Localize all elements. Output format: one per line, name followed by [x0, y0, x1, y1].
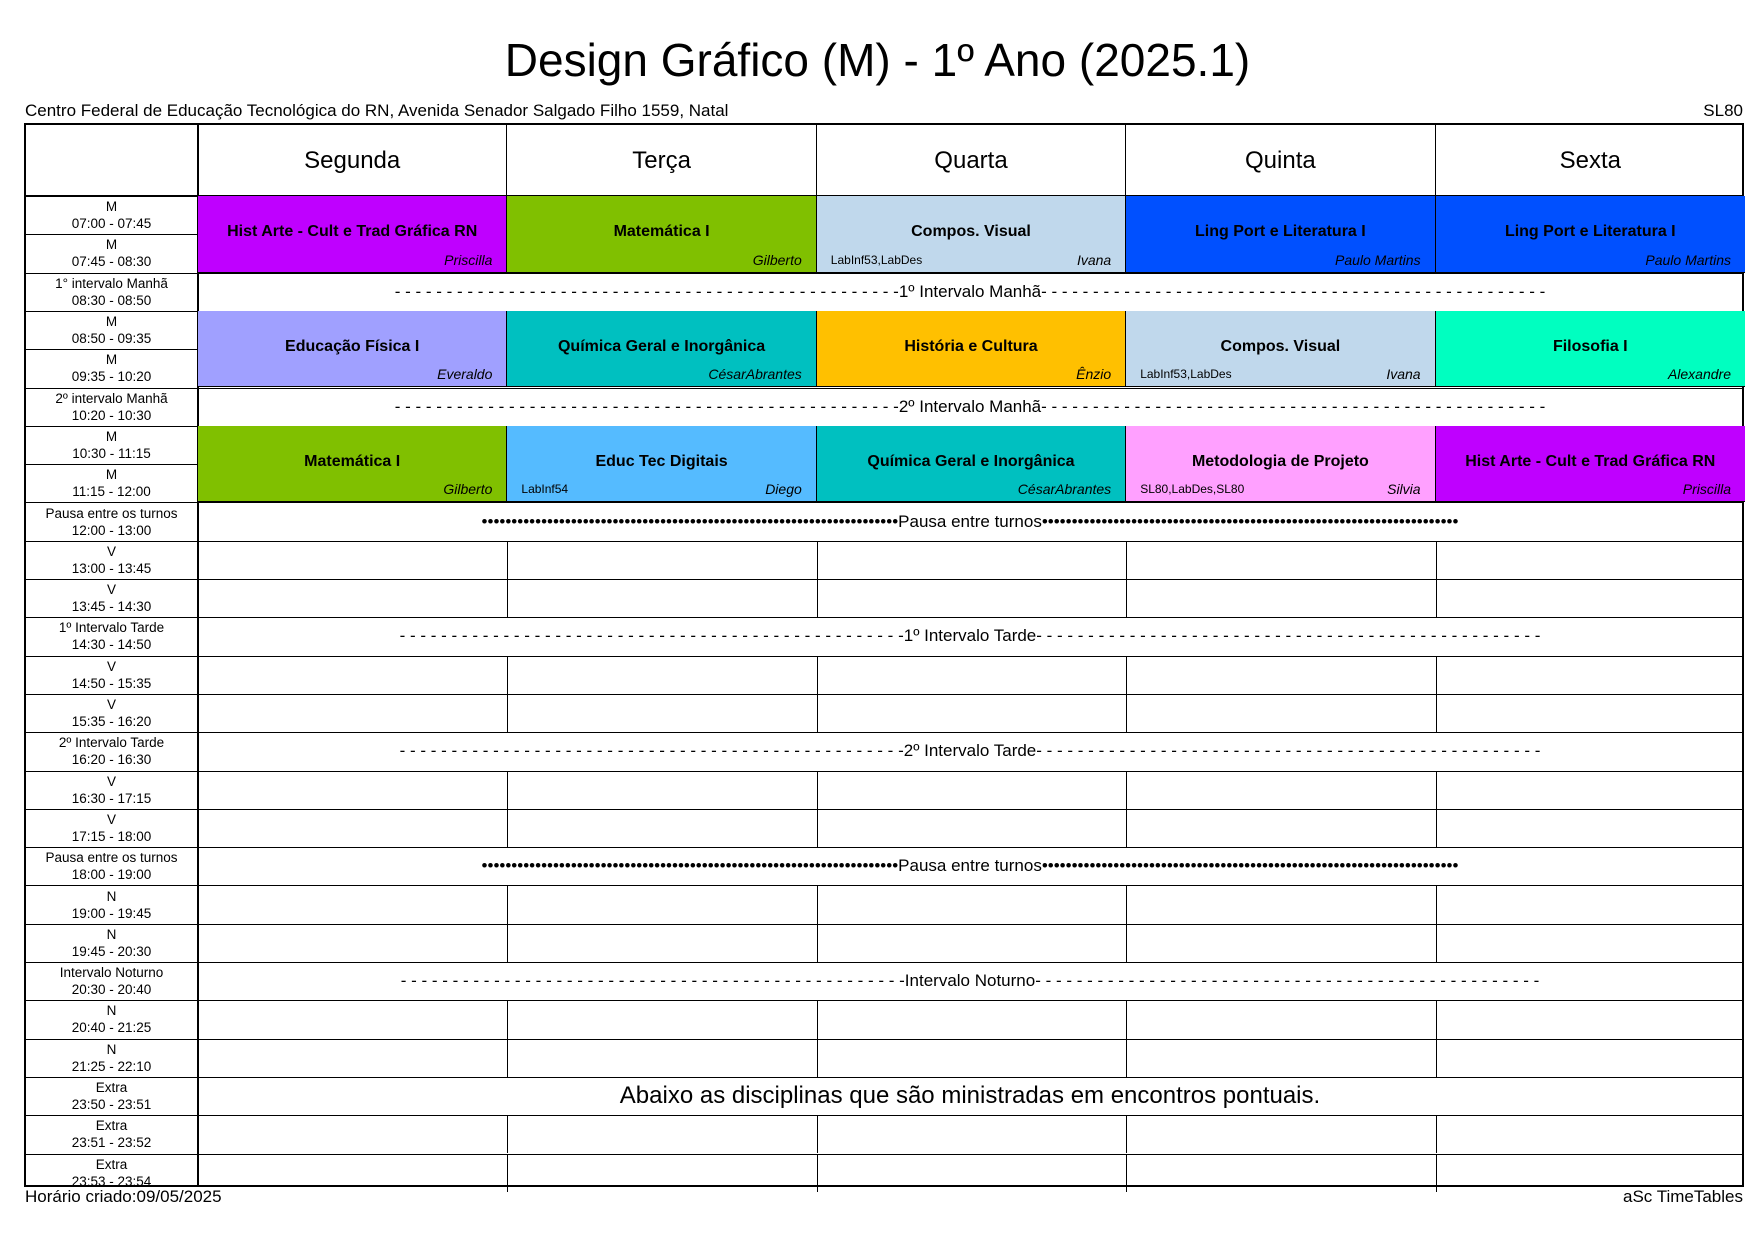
- period-name: M: [105, 352, 118, 368]
- lesson-subject: Compos. Visual: [911, 223, 1031, 240]
- period-time: 19:45 - 20:30: [71, 943, 152, 959]
- band-fill-right: - - - - - - - - - - - - - - - - - - - - - - - - - - - - - - - - - - - - - - - - - - - - - - - - -: [1041, 396, 1546, 416]
- day-divider: [507, 579, 508, 617]
- period-label: [26, 694, 197, 732]
- lesson-subject: Compos. Visual: [1220, 337, 1341, 355]
- day-divider: [507, 1000, 508, 1038]
- day-divider: [507, 1115, 508, 1153]
- period-name: M: [105, 237, 118, 253]
- lesson-teacher: Paulo Martins: [1645, 251, 1731, 268]
- lesson-cell[interactable]: [1436, 311, 1745, 388]
- day-divider: [1436, 1115, 1437, 1153]
- period-time: 23:53 - 23:54: [71, 1173, 152, 1189]
- period-name: M: [105, 314, 118, 330]
- band-fill-right: ••••••••••••••••••••••••••••••••••••••••••••••••••••••••••••••••••••••: [1041, 856, 1459, 876]
- day-divider: [507, 771, 508, 809]
- day-divider: [1436, 656, 1437, 694]
- day-divider: [1126, 1000, 1127, 1038]
- lesson-teacher: Priscilla: [1682, 481, 1731, 498]
- day-divider: [1126, 1154, 1127, 1192]
- break-label: Abaixo as disciplinas que são ministradas em encontros pontuais.: [619, 1082, 1321, 1110]
- day-divider: [1436, 579, 1437, 617]
- period-label: [26, 464, 197, 502]
- lesson-teacher: CésarAbrantes: [708, 366, 802, 383]
- break-band: [198, 273, 1742, 311]
- day-header-2: Quarta: [817, 125, 1126, 196]
- lesson-teacher: Ivana: [1386, 366, 1421, 383]
- period-label: [26, 1000, 197, 1038]
- period-time: 17:15 - 18:00: [71, 828, 152, 844]
- day-divider: [1436, 809, 1437, 847]
- row-divider: [26, 579, 1742, 580]
- lesson-cell[interactable]: [507, 311, 816, 388]
- period-time: 07:45 - 08:30: [71, 254, 152, 270]
- day-header-4: Sexta: [1559, 146, 1621, 174]
- lesson-subject: Matemática I: [613, 223, 710, 240]
- band-fill-left: ••••••••••••••••••••••••••••••••••••••••••••••••••••••••••••••••••••••: [481, 511, 899, 531]
- lesson-cell[interactable]: [198, 311, 507, 388]
- period-name: N: [106, 888, 117, 904]
- lesson-teacher: Gilberto: [443, 481, 493, 498]
- lesson-room: LabInf54: [521, 482, 569, 497]
- period-label: [26, 311, 197, 349]
- lesson-subject: Metodologia de Projeto: [1191, 452, 1369, 470]
- created-date: Horário criado:09/05/2025: [25, 1187, 222, 1206]
- period-label: [26, 349, 197, 387]
- period-time: 12:00 - 13:00: [71, 522, 152, 538]
- break-label: Intervalo Noturno: [904, 971, 1036, 991]
- lesson-teacher: Silvia: [1387, 481, 1421, 498]
- row-divider: [26, 1039, 1742, 1040]
- period-label: [26, 426, 197, 464]
- period-name: N: [106, 1041, 117, 1057]
- period-time: 10:20 - 10:30: [71, 407, 152, 423]
- period-name: M: [105, 199, 118, 215]
- day-divider: [817, 656, 818, 694]
- lesson-teacher: Everaldo: [437, 366, 493, 383]
- row-divider: [26, 1154, 1742, 1155]
- day-divider: [1126, 656, 1127, 694]
- lesson-cell[interactable]: [1436, 426, 1745, 503]
- lesson-teacher: Gilberto: [752, 251, 802, 268]
- row-divider: [26, 656, 1742, 657]
- lesson-subject: Química Geral e Inorgânica: [867, 452, 1075, 470]
- period-time: 13:00 - 13:45: [71, 560, 152, 576]
- day-divider: [1126, 809, 1127, 847]
- day-divider: [507, 885, 508, 923]
- period-time: 14:50 - 15:35: [71, 675, 152, 691]
- band-fill-left: - - - - - - - - - - - - - - - - - - - - - - - - - - - - - - - - - - - - - - - - - - - - - - - - -: [400, 971, 905, 991]
- lesson-teacher: CésarAbrantes: [1017, 481, 1112, 498]
- day-divider: [1126, 924, 1127, 962]
- break-label: 2º Intervalo Manhã: [898, 396, 1042, 416]
- band-fill-right: - - - - - - - - - - - - - - - - - - - - - - - - - - - - - - - - - - - - - - - - - - - - - - - - -: [1036, 626, 1541, 646]
- period-time: 08:30 - 08:50: [71, 292, 152, 308]
- period-time: 16:30 - 17:15: [71, 790, 152, 806]
- day-divider: [1436, 885, 1437, 923]
- break-band: [198, 732, 1742, 770]
- day-divider: [1126, 694, 1127, 732]
- period-time: 23:51 - 23:52: [71, 1135, 152, 1151]
- period-name: Pausa entre os turnos: [45, 505, 178, 521]
- period-time: 18:00 - 19:00: [71, 867, 152, 883]
- day-divider: [817, 1000, 818, 1038]
- period-time: 13:45 - 14:30: [71, 599, 152, 615]
- day-divider: [1436, 771, 1437, 809]
- lesson-teacher: Alexandre: [1667, 366, 1731, 383]
- period-label: [26, 924, 197, 962]
- period-label: [26, 502, 197, 540]
- lesson-subject: Química Geral e Inorgânica: [557, 337, 766, 355]
- day-divider: [507, 924, 508, 962]
- row-divider: [26, 694, 1742, 695]
- software-credit: aSc TimeTables: [1623, 1187, 1743, 1206]
- row-divider: [26, 809, 1742, 810]
- period-name: V: [106, 773, 116, 789]
- period-label: [26, 1077, 197, 1115]
- band-fill-left: - - - - - - - - - - - - - - - - - - - - - - - - - - - - - - - - - - - - - - - - - - - - - - - - -: [394, 281, 899, 301]
- lesson-cell[interactable]: [817, 311, 1126, 388]
- period-time: 20:40 - 21:25: [71, 1020, 152, 1036]
- period-time: 20:30 - 20:40: [71, 982, 152, 998]
- band-fill-right: ••••••••••••••••••••••••••••••••••••••••••••••••••••••••••••••••••••••: [1041, 511, 1459, 531]
- day-divider: [817, 885, 818, 923]
- row-divider: [26, 885, 1742, 886]
- day-divider: [507, 656, 508, 694]
- school-address: Centro Federal de Educação Tecnológica do RN, Avenida Senador Salgado Filho 1559, Natal: [25, 101, 729, 120]
- period-label: [26, 732, 197, 770]
- period-label: [26, 273, 197, 311]
- period-name: 1° intervalo Manhã: [55, 275, 168, 291]
- period-name: N: [106, 1003, 117, 1019]
- day-divider: [1126, 1115, 1127, 1153]
- lesson-cell[interactable]: [507, 196, 816, 273]
- day-divider: [817, 809, 818, 847]
- period-label: [26, 771, 197, 809]
- break-band: [198, 847, 1742, 885]
- break-band: [198, 502, 1742, 540]
- period-time: 15:35 - 16:20: [71, 714, 152, 730]
- lesson-room: SL80,LabDes,SL80: [1140, 482, 1245, 497]
- row-divider: [26, 541, 1742, 542]
- break-label: 1º Intervalo Manhã: [898, 281, 1042, 301]
- day-header-1: Terça: [507, 125, 816, 196]
- band-fill-left: ••••••••••••••••••••••••••••••••••••••••••••••••••••••••••••••••••••••: [481, 856, 899, 876]
- period-name: V: [106, 582, 116, 598]
- row-divider: [26, 771, 1742, 772]
- period-name: M: [105, 428, 118, 444]
- row-divider: [26, 1115, 1742, 1116]
- lesson-cell[interactable]: [817, 196, 1126, 273]
- period-name: Extra: [95, 1080, 128, 1096]
- period-label: [26, 1039, 197, 1077]
- lesson-teacher: Paulo Martins: [1334, 251, 1421, 268]
- day-divider: [1126, 1039, 1127, 1077]
- lesson-subject: Ling Port e Literatura I: [1504, 223, 1676, 240]
- day-divider: [507, 1039, 508, 1077]
- lesson-subject: Hist Arte - Cult e Trad Gráfica RN: [1465, 452, 1716, 470]
- break-label: 1º Intervalo Tarde: [903, 626, 1037, 646]
- day-divider: [1436, 1000, 1437, 1038]
- lesson-subject: Educação Física I: [285, 337, 420, 355]
- band-fill-left: - - - - - - - - - - - - - - - - - - - - - - - - - - - - - - - - - - - - - - - - - - - - - - - - -: [399, 626, 904, 646]
- period-label: [26, 809, 197, 847]
- row-divider: [26, 1000, 1742, 1001]
- band-fill-left: - - - - - - - - - - - - - - - - - - - - - - - - - - - - - - - - - - - - - - - - - - - - - - - - -: [394, 396, 899, 416]
- day-divider: [817, 1115, 818, 1153]
- day-divider: [1126, 579, 1127, 617]
- lesson-teacher: Diego: [765, 481, 802, 498]
- day-divider: [817, 541, 818, 579]
- corner-cell: [26, 125, 198, 196]
- lesson-cell[interactable]: [1436, 196, 1745, 273]
- day-divider: [1436, 924, 1437, 962]
- period-label: [26, 847, 197, 885]
- lesson-teacher: Ênzio: [1076, 366, 1112, 383]
- period-time: 07:00 - 07:45: [71, 216, 152, 232]
- period-name: M: [105, 467, 118, 483]
- period-label: [26, 962, 197, 1000]
- day-header-3: Quinta: [1126, 125, 1435, 196]
- period-time: 19:00 - 19:45: [71, 905, 152, 921]
- break-label: Pausa entre turnos: [898, 511, 1042, 531]
- day-divider: [817, 771, 818, 809]
- period-label: [26, 885, 197, 923]
- lesson-subject: Ling Port e Literatura I: [1195, 223, 1366, 240]
- day-divider: [507, 809, 508, 847]
- day-divider: [507, 694, 508, 732]
- period-name: V: [106, 811, 116, 827]
- timetable-grid: [24, 123, 1744, 1187]
- day-header-0: Segunda: [198, 125, 507, 196]
- lesson-cell[interactable]: [1126, 426, 1435, 503]
- period-label: [26, 541, 197, 579]
- day-divider: [817, 694, 818, 732]
- lesson-teacher: Priscilla: [444, 251, 493, 268]
- break-label: 2º Intervalo Tarde: [903, 741, 1037, 761]
- period-label: [26, 579, 197, 617]
- lesson-cell[interactable]: [198, 426, 507, 503]
- day-divider: [1126, 771, 1127, 809]
- lesson-cell[interactable]: [817, 426, 1126, 503]
- lesson-subject: Educ Tec Digitais: [595, 452, 728, 470]
- day-divider: [1436, 541, 1437, 579]
- period-time: 21:25 - 22:10: [71, 1058, 152, 1074]
- lesson-cell[interactable]: [1126, 311, 1435, 388]
- lesson-cell[interactable]: [1126, 196, 1435, 273]
- period-time: 11:15 - 12:00: [72, 484, 151, 500]
- period-name: 2º intervalo Manhã: [55, 390, 168, 406]
- period-label: [26, 656, 197, 694]
- period-name: V: [106, 697, 116, 713]
- lesson-subject: História e Cultura: [904, 337, 1038, 355]
- lesson-subject: Hist Arte - Cult e Trad Gráfica RN: [227, 223, 478, 240]
- day-divider: [507, 1154, 508, 1192]
- period-label: [26, 617, 197, 655]
- day-divider: [1436, 694, 1437, 732]
- period-time: 08:50 - 09:35: [71, 331, 152, 347]
- period-label: [26, 1115, 197, 1153]
- period-name: N: [106, 926, 117, 942]
- period-time: 23:50 - 23:51: [71, 1097, 152, 1113]
- day-divider: [507, 541, 508, 579]
- day-divider: [1436, 1154, 1437, 1192]
- period-time: 10:30 - 11:15: [72, 445, 151, 461]
- period-time: 09:35 - 10:20: [71, 369, 152, 385]
- period-name: Intervalo Noturno: [59, 965, 164, 981]
- period-name: 2º Intervalo Tarde: [58, 735, 165, 751]
- period-name: Pausa entre os turnos: [45, 850, 178, 866]
- period-time: 16:20 - 16:30: [71, 752, 152, 768]
- day-divider: [1436, 1039, 1437, 1077]
- day-divider: [817, 579, 818, 617]
- day-divider: [1126, 541, 1127, 579]
- lesson-cell[interactable]: [198, 196, 507, 273]
- room-code: SL80: [1703, 101, 1743, 120]
- period-name: Extra: [95, 1118, 128, 1134]
- period-label: [26, 196, 197, 234]
- band-fill-right: - - - - - - - - - - - - - - - - - - - - - - - - - - - - - - - - - - - - - - - - - - - - - - - - -: [1036, 741, 1541, 761]
- day-divider: [817, 1039, 818, 1077]
- lesson-teacher: Ivana: [1076, 251, 1112, 268]
- period-name: V: [106, 658, 116, 674]
- period-time: 14:30 - 14:50: [71, 637, 152, 653]
- period-label: [26, 388, 197, 426]
- lesson-cell[interactable]: [507, 426, 816, 503]
- band-fill-right: - - - - - - - - - - - - - - - - - - - - - - - - - - - - - - - - - - - - - - - - - - - - - - - - -: [1035, 971, 1540, 991]
- day-divider: [1126, 885, 1127, 923]
- lesson-room: LabInf53,LabDes: [830, 252, 923, 267]
- period-name: V: [106, 543, 116, 559]
- day-divider: [817, 1154, 818, 1192]
- extra-note: [198, 1077, 1742, 1115]
- lesson-subject: Matemática I: [304, 452, 401, 470]
- lesson-subject: Filosofia I: [1552, 337, 1628, 355]
- period-label: [26, 234, 197, 272]
- day-divider: [817, 924, 818, 962]
- break-band: [198, 388, 1742, 426]
- break-label: Pausa entre turnos: [898, 856, 1042, 876]
- band-fill-right: - - - - - - - - - - - - - - - - - - - - - - - - - - - - - - - - - - - - - - - - - - - - - - - - -: [1041, 281, 1546, 301]
- period-name: 1º Intervalo Tarde: [58, 620, 165, 636]
- break-band: [198, 617, 1742, 655]
- break-band: [198, 962, 1742, 1000]
- page-title: Design Gráfico (M) - 1º Ano (2025.1): [504, 34, 1251, 86]
- band-fill-left: - - - - - - - - - - - - - - - - - - - - - - - - - - - - - - - - - - - - - - - - - - - - - - - - -: [399, 741, 904, 761]
- row-divider: [26, 924, 1742, 925]
- lesson-room: LabInf53,LabDes: [1140, 367, 1232, 382]
- period-name: Extra: [95, 1156, 128, 1172]
